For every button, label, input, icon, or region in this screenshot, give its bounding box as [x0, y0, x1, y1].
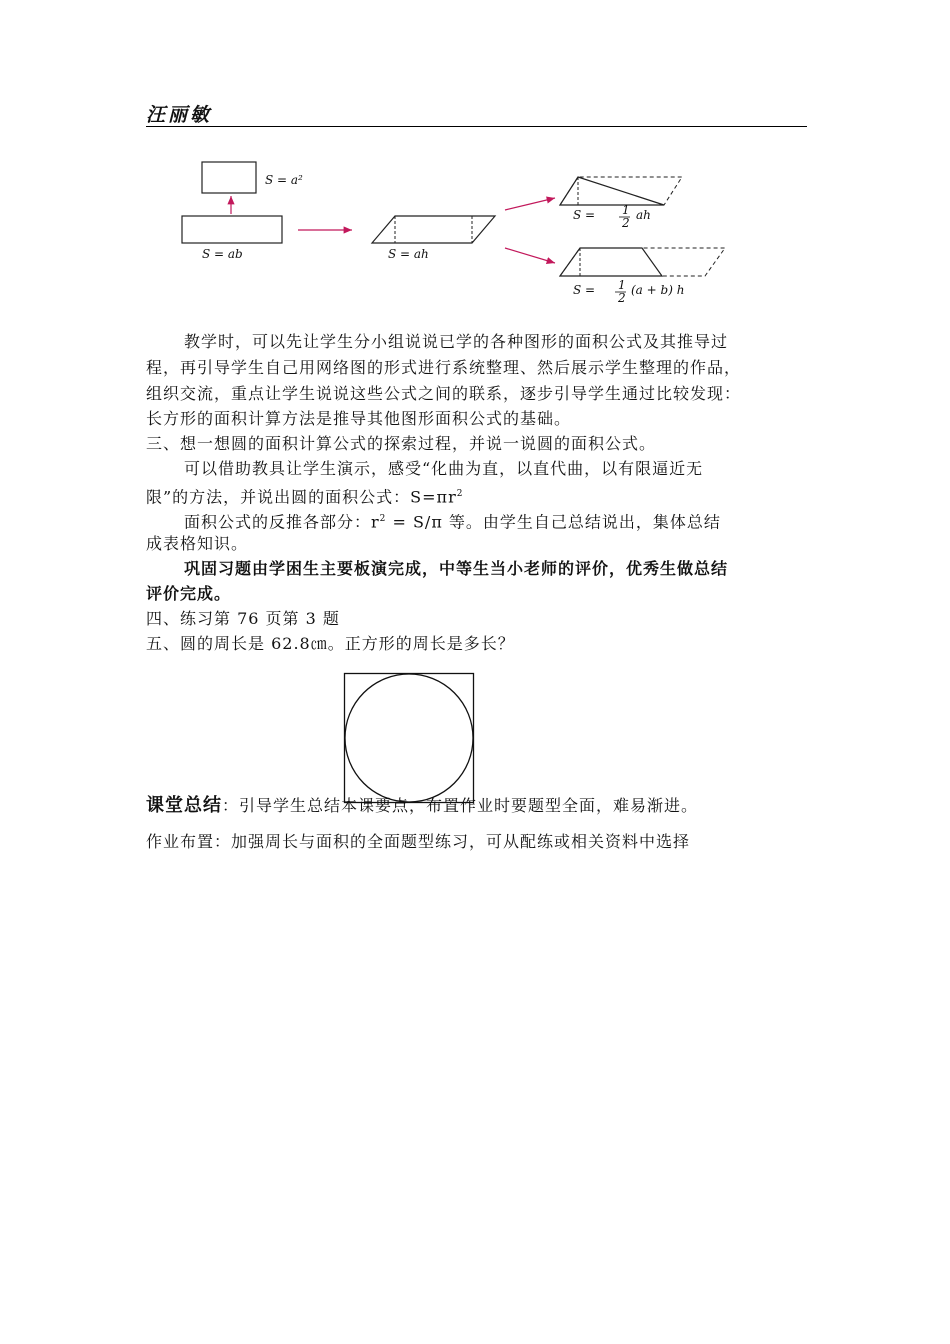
paragraph-1-line-4: 长方形的面积计算方法是推导其他图形面积公式的基础。 [146, 409, 572, 428]
reverse-formula-text-a: 面积公式的反推各部分：r [184, 512, 380, 532]
triangle-fraction-num: 1 [622, 203, 630, 217]
paragraph-2-line-2 [146, 482, 463, 509]
paragraph-3-line-1 [184, 507, 721, 534]
section-4: 四、练习第 76 页第 3 题 [146, 609, 340, 628]
header-divider [146, 126, 807, 127]
lesson-summary [146, 794, 698, 818]
homework-assignment: 作业布置：加强周长与面积的全面题型练习，可从配练或相关资料中选择 [146, 832, 691, 851]
paragraph-3-line-2: 成表格知识。 [146, 534, 249, 553]
arrow-to-triangle [505, 198, 555, 210]
reverse-formula-text-b: = S/π 等。由学生自己总结说出，集体总结 [386, 512, 721, 532]
bold-paragraph-line-2: 评价完成。 [146, 584, 232, 603]
trapezoid-fraction-den: 2 [618, 291, 626, 305]
summary-text: ：引导学生总结本课要点，布置作业时要题型全面，难易渐进。 [222, 796, 699, 815]
trapezoid-shape [560, 248, 662, 276]
paragraph-1-line-1: 教学时，可以先让学生分小组说说已学的各种图形的面积公式及其推导过 [184, 332, 729, 351]
trapezoid-formula-prefix: S = [573, 283, 596, 297]
section-3-title: 三、想一想圆的面积计算公式的探索过程，并说一说圆的面积公式。 [146, 434, 657, 453]
triangle-shape [560, 177, 664, 205]
trapezoid-fraction-num: 1 [618, 278, 626, 292]
author-name: 汪丽敏 [146, 104, 213, 126]
paragraph-1-line-3: 组织交流，重点让学生说说这些公式之间的联系，逐步引导学生通过比较发现： [146, 384, 742, 403]
summary-title: 课堂总结 [146, 795, 222, 816]
paragraph-2-line-1: 可以借助教具让学生演示，感受“化曲为直，以直代曲，以有限逼近无 [184, 459, 704, 478]
trapezoid-parallelogram-outline [560, 248, 725, 276]
square-shape [202, 162, 256, 193]
circle-outline [345, 674, 473, 802]
superscript: 2 [456, 489, 464, 499]
circle-in-square-figure [343, 672, 477, 806]
triangle-formula-suffix: ah [636, 208, 651, 222]
trapezoid-formula-suffix: (a + b) h [631, 283, 685, 297]
rectangle-shape [182, 216, 282, 243]
section-5: 五、圆的周长是 62.8㎝。正方形的周长是多长？ [146, 634, 515, 653]
arrow-to-trapezoid [505, 248, 555, 263]
area-formula-diagram [170, 160, 730, 305]
paragraph-1-line-2: 程，再引导学生自己用网络图的形式进行系统整理、然后展示学生整理的作品， [146, 358, 742, 377]
parallelogram-formula: S = ah [388, 247, 429, 261]
parallelogram-shape [372, 216, 495, 243]
superscript: 2 [379, 514, 387, 524]
circle-area-formula-text: 限”的方法，并说出圆的面积公式：S=πr [146, 487, 457, 507]
square-formula: S = a² [265, 173, 303, 187]
bold-paragraph-line-1: 巩固习题由学困生主要板演完成，中等生当小老师的评价，优秀生做总结 [184, 559, 729, 578]
triangle-fraction-den: 2 [622, 216, 630, 230]
triangle-formula-prefix: S = [573, 208, 596, 222]
rectangle-formula: S = ab [202, 247, 243, 261]
